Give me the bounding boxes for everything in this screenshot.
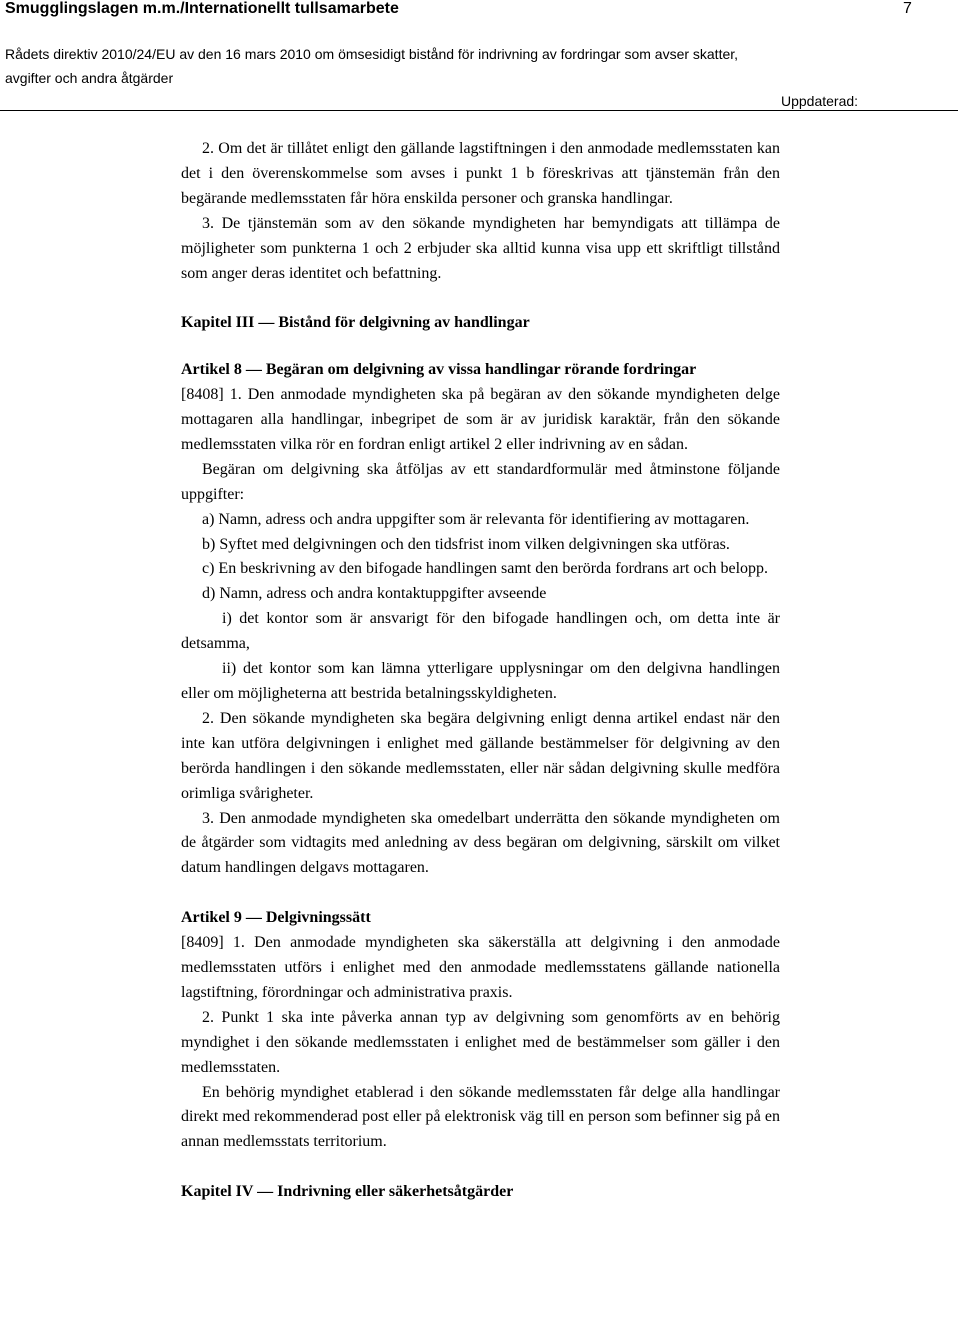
sub-list-item: ii) det kontor som kan lämna ytterligare upplysningar om den delgivna handlingen eller om möjligheterna att bestrida betalningsskyldigheten. xyxy=(181,660,780,703)
paragraph: 2. Om det är tillåtet enligt den gällande lagstiftningen i den anmodade medlemsstaten kan det i den överenskommelse som avses i punkt 1 b föreskrivas att tjänstemän från den begärande medlemsstaten får höra enskilda personer och granska handlingar. xyxy=(181,140,780,207)
article-heading: Artikel 9 — Delgivningssätt xyxy=(181,909,371,927)
spacer xyxy=(181,881,780,906)
running-header-subtitle-line-2: avgifter och andra åtgärder xyxy=(5,70,174,86)
spacer xyxy=(181,286,780,311)
running-header-subtitle-line-1: Rådets direktiv 2010/24/EU av den 16 mars 2010 om ömsesidigt bistånd för indrivning av fordringar som avser skatter, xyxy=(5,46,739,62)
chapter-heading: Kapitel IV — Indrivning eller säkerhetsåtgärder xyxy=(181,1183,514,1201)
paragraph: 3. De tjänstemän som av den sökande myndigheten har bemyndigats att tillämpa de möjligheter som punkterna 1 och 2 erbjuder ska alltid kunna visa upp ett skriftligt tillstånd som anger deras identitet och befattning. xyxy=(181,214,780,282)
header-divider xyxy=(0,110,958,111)
spacer xyxy=(181,336,780,358)
sub-list-item: i) det kontor som är ansvarigt för den bifogade handlingen och, om detta inte är detsamma, xyxy=(181,610,780,653)
document-body xyxy=(181,137,780,1205)
paragraph: [8409] 1. Den anmodade myndigheten ska säkerställa att delgivning i den anmodade medlemsstaten utförs i enlighet med den anmodade medlemsstatens gällande nationella lagstiftning, förordningar och administrativa praxis. xyxy=(181,934,780,1001)
list-item: a) Namn, adress och andra uppgifter som är relevanta för identifiering av mottagaren. xyxy=(202,510,750,528)
paragraph: 2. Den sökande myndigheten ska begära delgivning enligt denna artikel endast när den inte kan utföra delgivningen i enlighet med gällande bestämmelser för delgivning av den berörda handlingen i den sökande medlemsstaten, eller när sådan delgivning skulle medföra orimliga svårigheter. xyxy=(181,709,780,802)
paragraph: En behörig myndighet etablerad i den sökande medlemsstaten får delge alla handlingar direkt med rekommenderad post eller på elektronisk väg till en person som befinner sig på en annan medlemsstats territorium. xyxy=(181,1083,780,1151)
running-header-title: Smugglingslagen m.m./Internationellt tullsamarbete xyxy=(5,0,399,17)
paragraph: 2. Punkt 1 ska inte påverka annan typ av delgivning som genomförts av en behörig myndighet i den sökande medlemsstaten i enlighet med de bestämmelser som gäller i den medlemsstaten. xyxy=(181,1008,780,1076)
article-heading: Artikel 8 — Begäran om delgivning av vissa handlingar rörande fordringar xyxy=(181,361,697,379)
list-item: b) Syftet med delgivningen och den tidsfrist inom vilken delgivningen ska utföras. xyxy=(202,535,730,553)
chapter-heading: Kapitel III — Bistånd för delgivning av handlingar xyxy=(181,314,530,332)
list-item: c) En beskrivning av den bifogade handlingen samt den berörda fordrans art och belopp. xyxy=(202,560,769,578)
list-item: d) Namn, adress och andra kontaktuppgifter avseende xyxy=(202,585,547,603)
spacer xyxy=(181,1155,780,1180)
paragraph: Begäran om delgivning ska åtföljas av ett standardformulär med åtminstone följande uppgifter: xyxy=(181,460,780,503)
paragraph: [8408] 1. Den anmodade myndigheten ska på begäran av den sökande myndigheten delge mottagaren alla handlingar, inbegripet de som är av juridisk karaktär, från den sökande medlemsstaten vilka rör en fordran enligt artikel 2 eller indrivning av en sådan. xyxy=(181,386,780,453)
page-number: 7 xyxy=(903,0,912,17)
updated-label: Uppdaterad: xyxy=(781,93,859,109)
paragraph: 3. Den anmodade myndigheten ska omedelbart underrätta den sökande myndigheten om de åtgärder som vidtagits med anledning av dess begäran om delgivning, särskilt om vilket datum handlingen delgavs mottagaren. xyxy=(181,809,780,877)
